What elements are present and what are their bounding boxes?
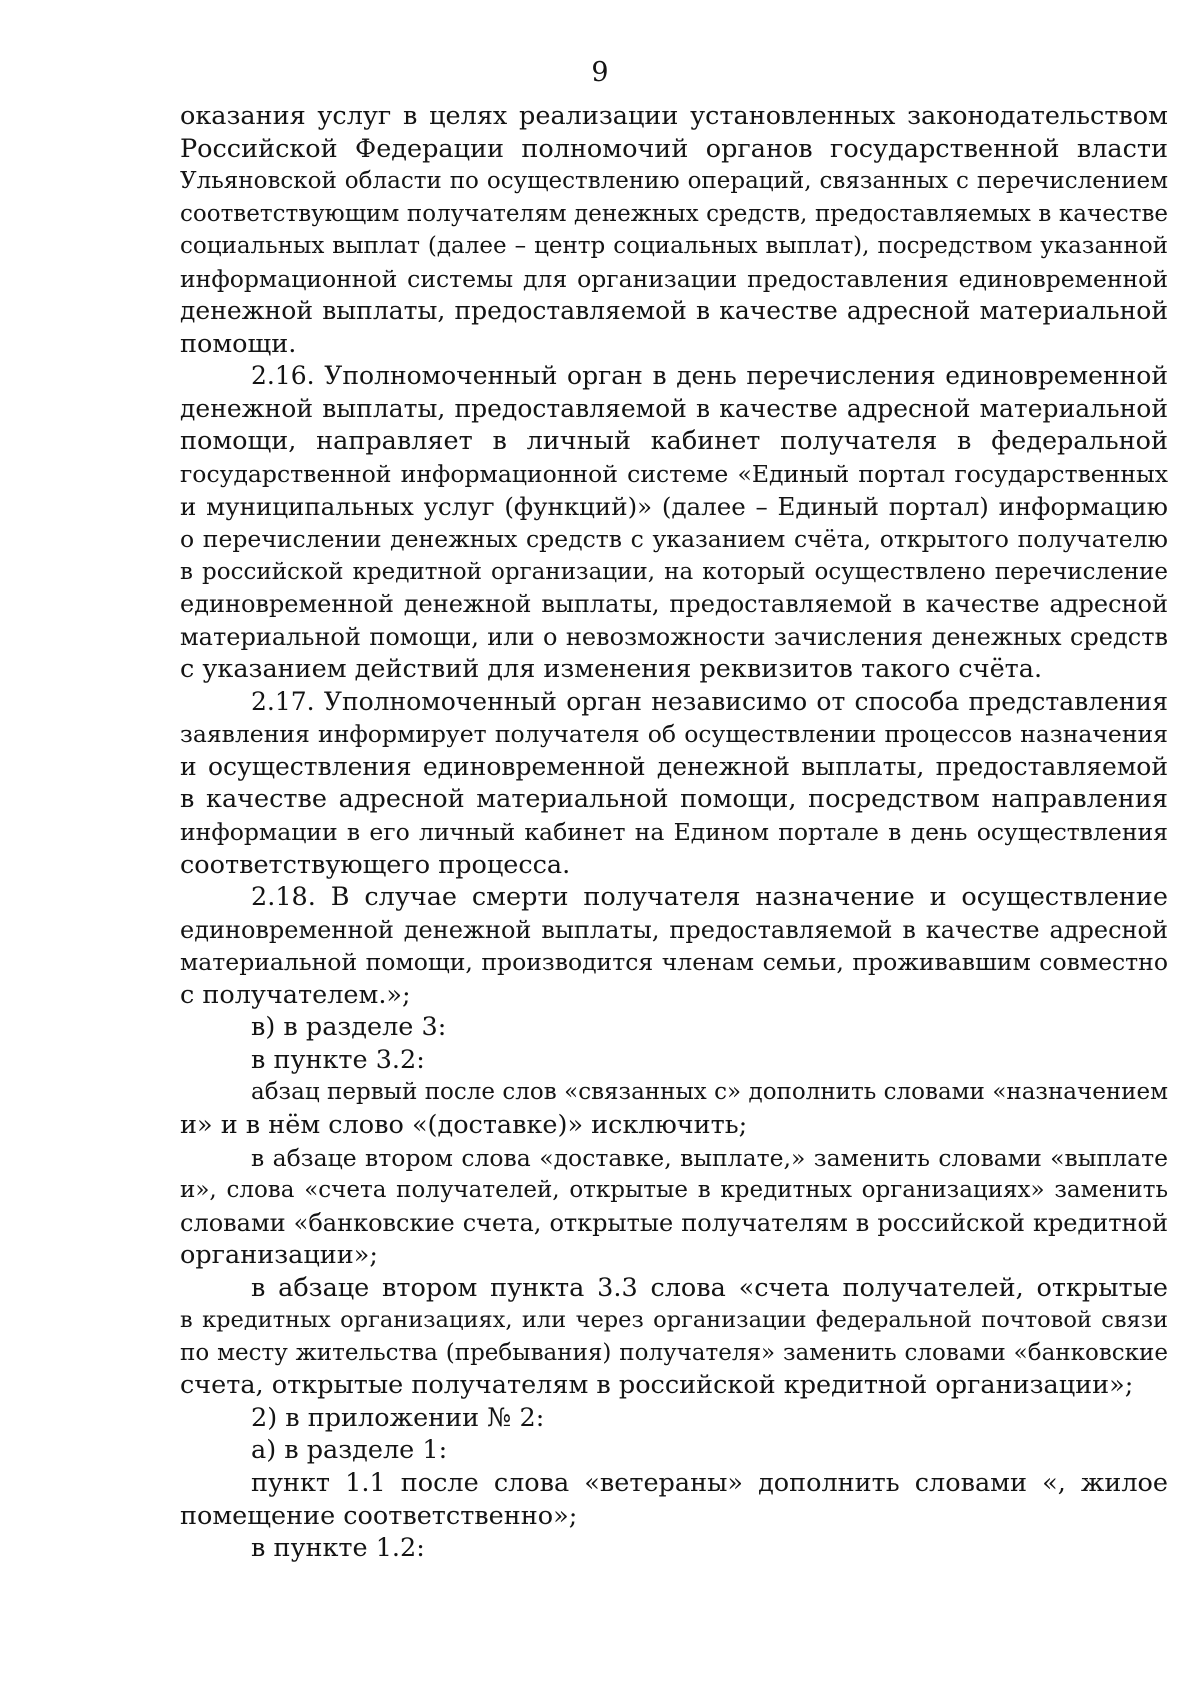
text-line: помощи. [180,328,297,359]
text-line: помещение соответственно»; [180,1500,578,1531]
text-line: Российской Федерации полномочий органов государственной власти [180,133,1168,164]
text-line: с указанием действий для изменения реквизитов такого счёта. [180,654,1043,685]
page-number: 9 [591,57,609,88]
text-line: а) в разделе 1: [251,1435,448,1466]
document-body [180,100,1168,1565]
text-line: в абзаце втором пункта 3.3 слова «счета получателей, открытые [251,1272,1168,1303]
text-line: материальной помощи, или о невозможности зачисления денежных средств [180,622,1168,651]
text-line: счета, открытые получателям в российской кредитной организации»; [180,1370,1134,1401]
text-line: и осуществления единовременной денежной выплаты, предоставляемой [180,751,1168,781]
text-line: в российской кредитной организации, на который осуществлено перечисление [180,558,1168,585]
text-line: по месту жительства (пребывания) получателя» заменить словами «банковские [180,1339,1168,1366]
text-line: организации»; [180,1240,378,1271]
text-line: социальных выплат (далее – центр социальных выплат), посредством указанной [180,233,1168,260]
text-line: 2.17. Уполномоченный орган независимо от способа представления [251,686,1168,716]
text-line: 2.18. В случае смерти получателя назначение и осуществление [251,882,1168,913]
text-line: абзац первый после слов «связанных с» дополнить словами «назначением [251,1079,1168,1106]
text-line: материальной помощи, производится членам семьи, проживавшим совместно [180,948,1168,977]
text-line: и» и в нём слово «(доставке)» исключить; [180,1109,748,1140]
text-line: в) в разделе 3: [251,1012,447,1043]
text-line: 2.16. Уполномоченный орган в день перечисления единовременной [251,361,1168,391]
text-line: Ульяновской области по осуществлению операций, связанных с перечислением [180,168,1168,195]
text-line: единовременной денежной выплаты, предоставляемой в качестве адресной [180,915,1168,944]
text-line: в пункте 3.2: [251,1044,425,1075]
text-line: соответствующего процесса. [180,849,571,880]
text-line: словами «банковские счета, открытые получателям в российской кредитной [180,1208,1168,1237]
text-line: государственной информационной системе «Единый портал государственных [180,460,1168,489]
text-line: о перечислении денежных средств с указанием счёта, открытого получателю [180,525,1168,554]
text-line: соответствующим получателям денежных средств, предоставляемых в качестве [180,200,1168,227]
text-line: заявления информирует получателя об осуществлении процессов назначения [180,720,1168,749]
text-line: денежной выплаты, предоставляемой в качестве адресной материальной [180,393,1168,423]
text-line: и», слова «счета получателей, открытые в кредитных организациях» заменить [180,1177,1168,1204]
text-line: информационной системы для организации предоставления единовременной [180,264,1168,293]
text-line: в пункте 1.2: [251,1533,425,1564]
text-line: пункт 1.1 после слова «ветераны» дополнить словами «, жилое [251,1467,1168,1498]
text-line: в кредитных организациях, или через организации федеральной почтовой связи [180,1307,1168,1334]
text-line: и муниципальных услуг (функций)» (далее – Единый портал) информацию [180,491,1168,521]
text-line: денежной выплаты, предоставляемой в качестве адресной материальной [180,296,1168,326]
text-line: помощи, направляет в личный кабинет получателя в федеральной [180,426,1168,457]
text-line: информации в его личный кабинет на Едином портале в день осуществления [180,818,1168,847]
text-line: с получателем.»; [180,979,411,1010]
text-line: единовременной денежной выплаты, предоставляемой в качестве адресной [180,590,1168,619]
text-line: оказания услуг в целях реализации установленных законодательством [180,101,1168,131]
text-line: 2) в приложении № 2: [251,1402,545,1433]
text-line: в абзаце втором слова «доставке, выплате,» заменить словами «выплате [251,1143,1168,1172]
text-line: в качестве адресной материальной помощи, посредством направления [180,784,1168,815]
